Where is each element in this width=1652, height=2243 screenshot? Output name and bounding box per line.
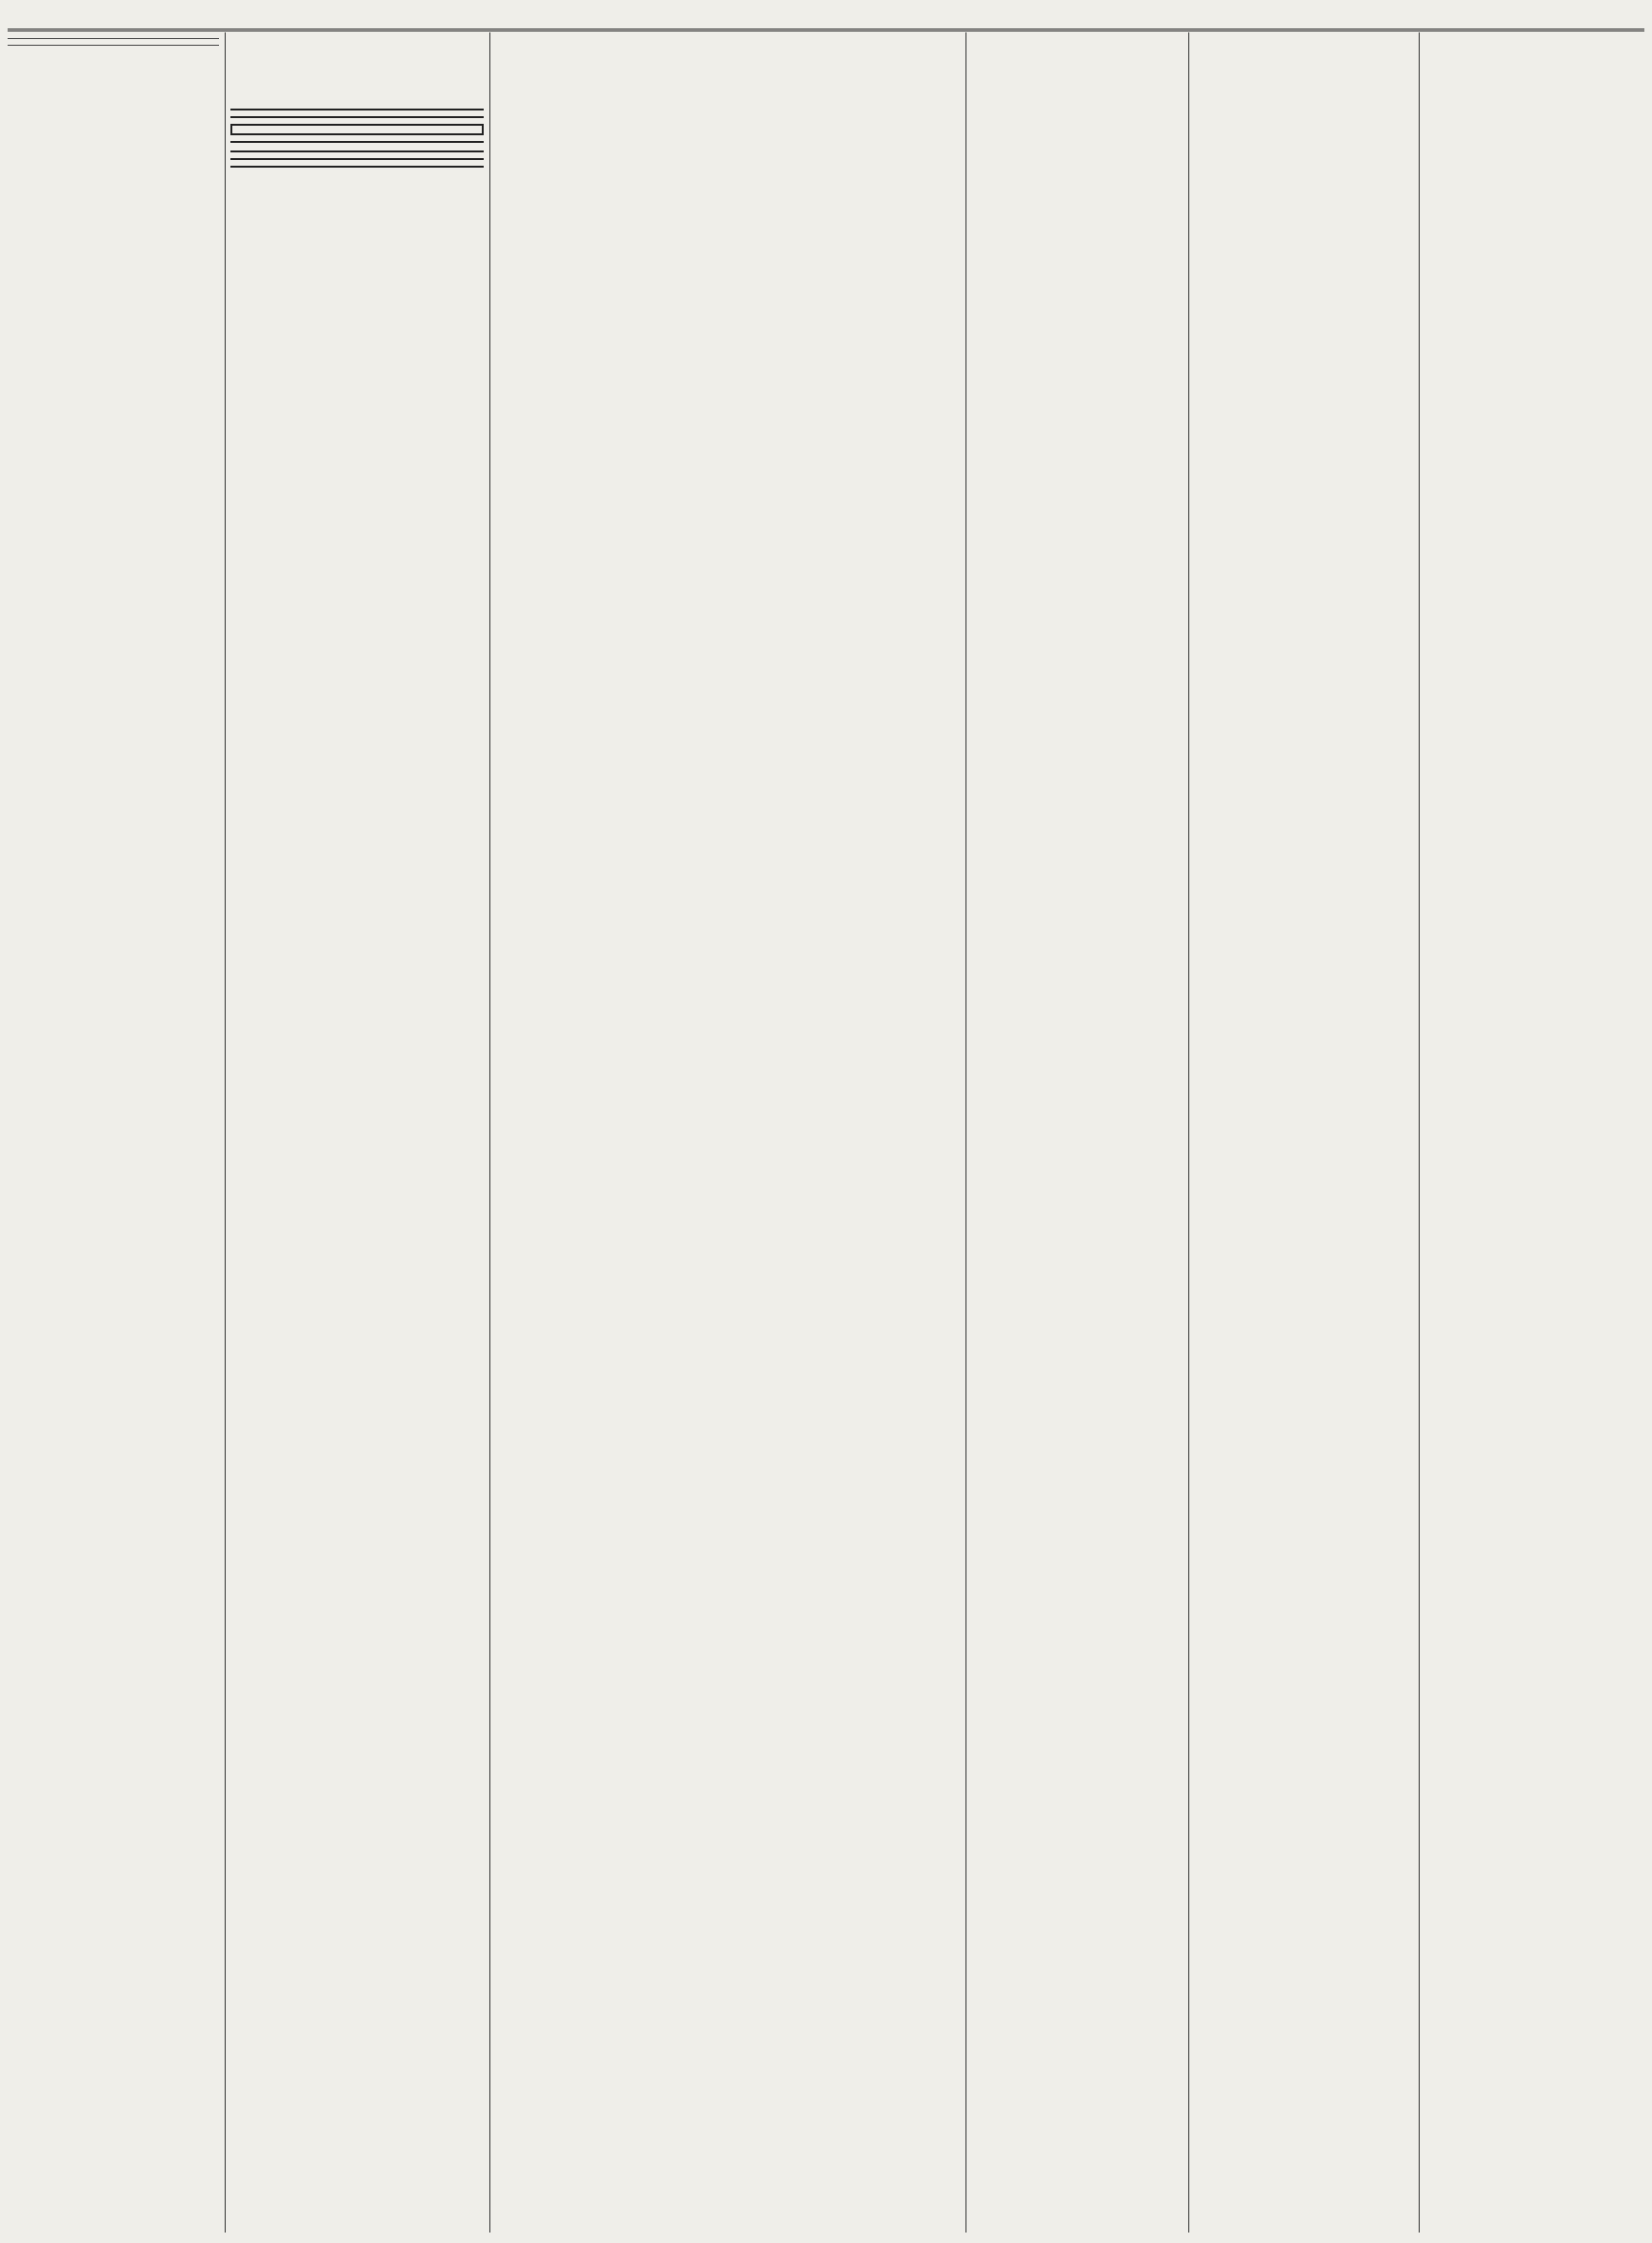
- foz-title: [230, 124, 484, 135]
- column-rule: [1419, 32, 1420, 2233]
- column-rule: [965, 32, 966, 2233]
- column-rule: [225, 32, 226, 2233]
- running-header: [8, 6, 1644, 31]
- newspaper-page: [8, 0, 1644, 2243]
- column-rule: [1188, 32, 1189, 2233]
- ads-column: [230, 32, 484, 2237]
- article-municoes: [8, 32, 219, 2237]
- column-rule: [489, 32, 490, 2233]
